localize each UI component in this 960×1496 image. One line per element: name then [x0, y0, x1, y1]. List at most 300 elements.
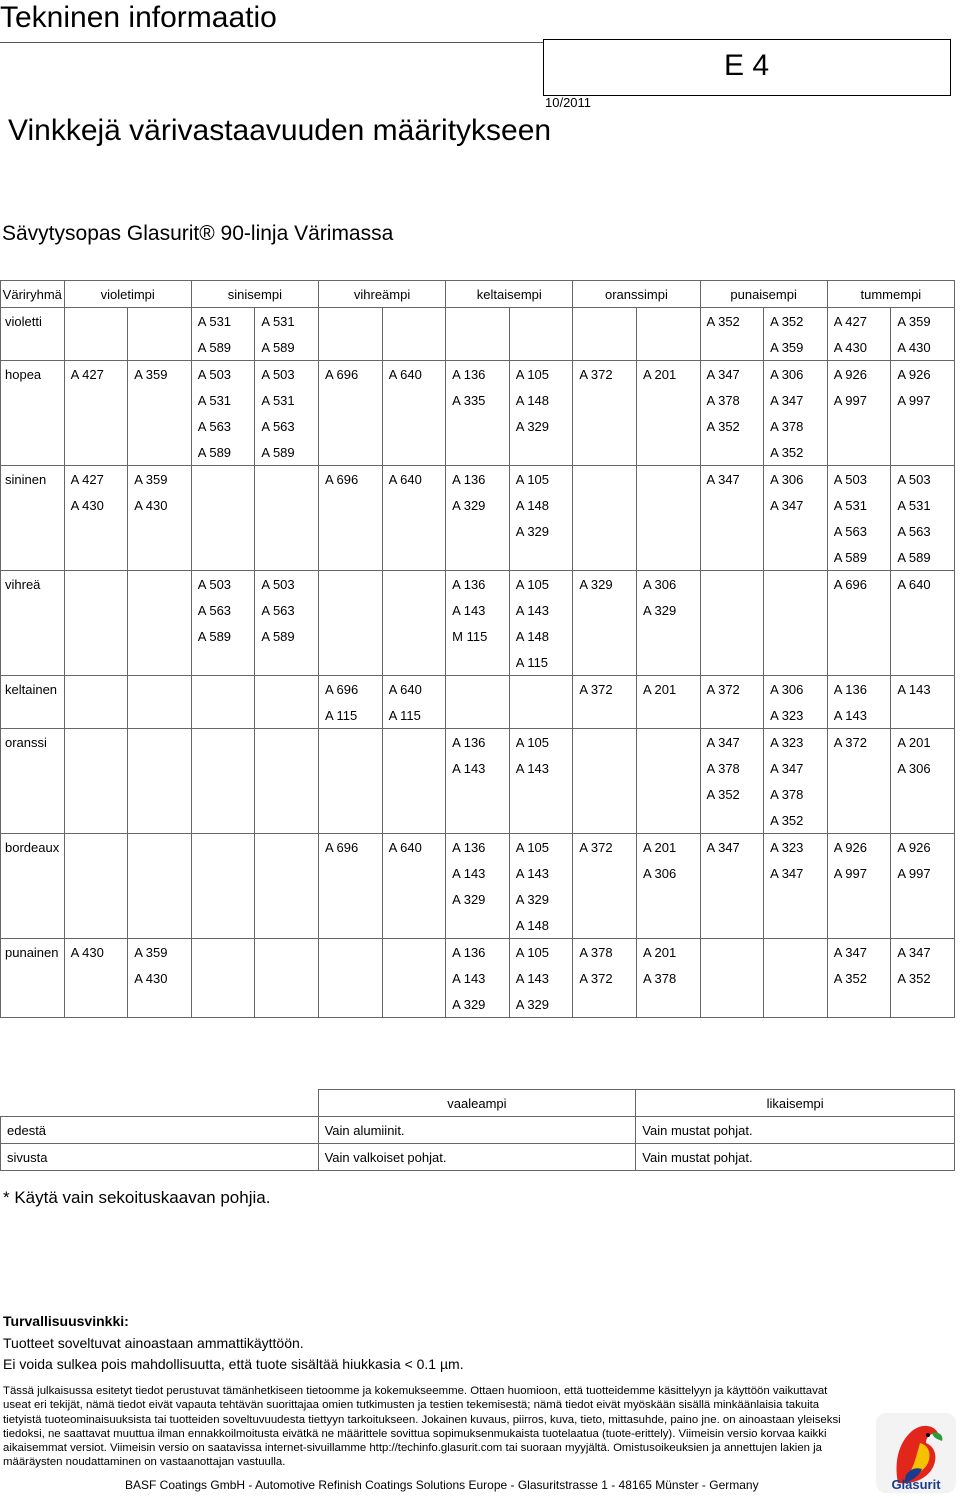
table-cell: [128, 649, 192, 676]
table-cell: A 696: [318, 834, 382, 861]
table-cell: [64, 334, 128, 361]
table-cell: [573, 886, 637, 912]
table-cell: [573, 413, 637, 439]
color-group-label: [1, 544, 65, 571]
table-cell: A 378: [764, 781, 828, 807]
table-row: [1, 597, 955, 623]
table-cell: [446, 544, 510, 571]
table-cell: A 143: [509, 597, 573, 623]
table-cell: [764, 886, 828, 912]
table-row: [1, 1144, 955, 1171]
table-cell: [191, 729, 255, 756]
color-group-label: [1, 597, 65, 623]
table-cell: [64, 544, 128, 571]
table-cell: A 347: [764, 492, 828, 518]
table-cell: A 359: [764, 334, 828, 361]
table-cell: A 347: [764, 860, 828, 886]
table-cell: [636, 729, 700, 756]
table-cell: [382, 939, 446, 966]
table-cell: A 329: [573, 571, 637, 598]
table-cell: A 430: [128, 492, 192, 518]
table-cell: A 323: [764, 702, 828, 729]
table-cell: [446, 912, 510, 939]
table-cell: [509, 308, 573, 335]
table-cell: [509, 439, 573, 466]
table-cell: A 926: [827, 361, 891, 388]
table-cell: [700, 939, 764, 966]
color-group-label: [1, 991, 65, 1018]
title-divider: [0, 42, 543, 43]
table-cell: A 136: [446, 729, 510, 756]
table-cell: [191, 466, 255, 493]
table-cell: [64, 886, 128, 912]
table-cell: A 372: [573, 676, 637, 703]
table-cell: [573, 729, 637, 756]
table-row: [1, 518, 955, 544]
table-cell: A 352: [827, 965, 891, 991]
table-cell: [191, 886, 255, 912]
table-cell: [891, 807, 955, 834]
color-group-label: hopea: [1, 361, 65, 388]
table-cell: A 503: [827, 466, 891, 493]
table-cell: A 201: [636, 361, 700, 388]
table-cell: [891, 991, 955, 1018]
table-cell: A 352: [891, 965, 955, 991]
table-cell: A 347: [764, 387, 828, 413]
color-group-label: [1, 649, 65, 676]
table-cell: [64, 965, 128, 991]
table-cell: [700, 860, 764, 886]
color-group-label: [1, 387, 65, 413]
table-cell: A 531: [191, 387, 255, 413]
table-cell: [128, 676, 192, 703]
table-cell: A 347: [891, 939, 955, 966]
table-row: [1, 912, 955, 939]
table-cell: A 306: [891, 755, 955, 781]
table-cell: [446, 334, 510, 361]
logo-wordmark: Glasurit: [891, 1477, 941, 1492]
table-cell: A 378: [573, 939, 637, 966]
table-row: [1, 492, 955, 518]
section-title: Sävytysopas Glasurit® 90-linja Värimassa: [2, 222, 394, 245]
table-cell: [382, 886, 446, 912]
table-cell: [64, 649, 128, 676]
table-cell: A 105: [509, 834, 573, 861]
table-cell: A 503: [191, 571, 255, 598]
table-cell: [64, 834, 128, 861]
table-cell: A 531: [255, 387, 319, 413]
table-cell: [128, 623, 192, 649]
table-cell: [764, 518, 828, 544]
table-cell: [318, 729, 382, 756]
table-cell: [64, 860, 128, 886]
table-row: [1, 439, 955, 466]
table-cell: [64, 571, 128, 598]
header-color-group: Väriryhmä: [1, 281, 65, 308]
table-cell: A 640: [382, 466, 446, 493]
table-cell: [255, 781, 319, 807]
table-cell: [128, 571, 192, 598]
document-code: E 4: [724, 49, 770, 82]
table-cell: A 503: [255, 361, 319, 388]
table-row: [1, 649, 955, 676]
table-cell: A 563: [191, 413, 255, 439]
table-cell: [128, 544, 192, 571]
table-cell: [636, 439, 700, 466]
table-cell: A 136: [446, 939, 510, 966]
table-cell: A 105: [509, 729, 573, 756]
disclaimer-text: Tässä julkaisussa esitetyt tiedot perustuvat tämänhetkiseen tietoomme ja kokemukseemme. Ottaen huomioon, että tuotteidemme käsittelyyn ja käyttöön vaikuttavat useat eri tekijät, nämä tiedot eivät vapauta tehtävän suorittajaa omien tutkimusten ja testien tekemisestä; nämä tiedot eivät myöskään sisällä minkäänlaisia takuita tietyistä tuoteominaisuuksista tai tuotteiden soveltuvuudesta tiettyyn tarkoitukseen. Jokainen kuvaus, piirros, kuva, tieto, mittasuhde, paino jne. on ainoastaan yleiseksi tiedoksi, ne saattavat muuttua ilman ennakkoilmoitusta eivätkä ne määrittele sovittua sopimuksenmukaista tuotelaatua (tuote-erittely). Viimeisin versio korvaa kaikki aikaisemmat versiot. Viimeisin versio on saatavissa internet-sivuillamme http://techinfo.glasurit.com tai suoraan myyjältä. Omistusoikeuksien ja annettujen lakien ja määräysten noudattaminen on vastaanottajan vastuulla.: [3, 1385, 841, 1469]
table-cell: [191, 518, 255, 544]
table-cell: A 201: [636, 676, 700, 703]
table-cell: A 347: [700, 361, 764, 388]
table-cell: A 589: [255, 439, 319, 466]
table-cell: A 696: [318, 676, 382, 703]
table-cell: [191, 702, 255, 729]
table-cell: [700, 623, 764, 649]
table-cell: A 323: [764, 834, 828, 861]
table-cell: A 696: [318, 361, 382, 388]
table-cell: [573, 755, 637, 781]
table-cell: A 997: [827, 860, 891, 886]
table-cell: [255, 755, 319, 781]
table-cell: [128, 518, 192, 544]
table-row: [1, 702, 955, 729]
table-cell: [636, 623, 700, 649]
table-cell: [255, 807, 319, 834]
table-cell: A 329: [446, 991, 510, 1018]
table-cell: [318, 649, 382, 676]
table-cell: [764, 623, 828, 649]
table-cell: A 589: [255, 623, 319, 649]
table-cell: [891, 439, 955, 466]
table-cell: [318, 939, 382, 966]
header-dirtier: likaisempi: [636, 1090, 955, 1117]
table-cell: A 372: [700, 676, 764, 703]
table-row: [1, 939, 955, 966]
table-cell: [382, 597, 446, 623]
table-cell: [446, 781, 510, 807]
table-cell: [64, 755, 128, 781]
table-cell: A 640: [891, 571, 955, 598]
table-cell: A 329: [509, 991, 573, 1018]
table-cell: [382, 334, 446, 361]
table-cell: [318, 387, 382, 413]
table-row: [1, 860, 955, 886]
table-cell: [382, 518, 446, 544]
table-cell: [573, 466, 637, 493]
table-cell: [64, 676, 128, 703]
table-cell: A 926: [827, 834, 891, 861]
header-orange: oranssimpi: [573, 281, 700, 308]
table-cell: [382, 308, 446, 335]
table-cell: A 427: [64, 361, 128, 388]
table-cell: A 430: [827, 334, 891, 361]
table-cell: [191, 807, 255, 834]
table-cell: [255, 991, 319, 1018]
header-lighter: vaaleampi: [318, 1090, 636, 1117]
parrot-logo: [876, 1413, 956, 1493]
table-cell: [636, 387, 700, 413]
table-row: [1, 466, 955, 493]
table-cell: A 329: [636, 597, 700, 623]
table-cell: [509, 781, 573, 807]
table-cell: A 115: [318, 702, 382, 729]
table-cell: A 563: [891, 518, 955, 544]
table-body: [1, 308, 955, 1018]
table-cell: A 430: [64, 492, 128, 518]
table-cell: A 430: [64, 939, 128, 966]
table-cell: [64, 597, 128, 623]
table-cell: A 347: [700, 834, 764, 861]
table-cell: A 335: [446, 387, 510, 413]
table-cell: A 372: [573, 965, 637, 991]
table-cell: A 589: [891, 544, 955, 571]
table-row: [1, 886, 955, 912]
table-cell: [636, 492, 700, 518]
table-cell: A 926: [891, 361, 955, 388]
table-cell: [636, 912, 700, 939]
table-cell: A 589: [191, 439, 255, 466]
table-cell: A 589: [827, 544, 891, 571]
table-cell: A 347: [700, 466, 764, 493]
table-cell: A 143: [891, 676, 955, 703]
table-cell: [64, 518, 128, 544]
table-cell: [827, 439, 891, 466]
table-cell: [318, 518, 382, 544]
table-cell: A 359: [128, 361, 192, 388]
table-cell: [700, 597, 764, 623]
table-cell: A 143: [509, 965, 573, 991]
table-cell: [318, 807, 382, 834]
table-cell: [827, 597, 891, 623]
table-cell: [318, 860, 382, 886]
table-cell: [382, 781, 446, 807]
table-cell: [700, 965, 764, 991]
color-group-label: [1, 755, 65, 781]
table-cell: A 329: [446, 886, 510, 912]
table-cell: [255, 676, 319, 703]
table-cell: [255, 544, 319, 571]
table-cell: A 563: [191, 597, 255, 623]
table-cell: A 136: [446, 361, 510, 388]
table-cell: [700, 334, 764, 361]
color-group-label: bordeaux: [1, 834, 65, 861]
table-cell: [128, 755, 192, 781]
color-group-label: [1, 781, 65, 807]
color-group-label: [1, 965, 65, 991]
table-cell: A 427: [827, 308, 891, 335]
table-cell: A 352: [764, 439, 828, 466]
table-cell: A 136: [446, 834, 510, 861]
table-cell: A 136: [446, 571, 510, 598]
table-cell: [700, 518, 764, 544]
table-cell: A 696: [318, 466, 382, 493]
table-row: [1, 755, 955, 781]
table-cell: [318, 781, 382, 807]
color-group-label: [1, 623, 65, 649]
table-cell: [382, 439, 446, 466]
table-cell: [191, 544, 255, 571]
table-cell: [827, 755, 891, 781]
table-cell: A 148: [509, 912, 573, 939]
table-cell: [573, 439, 637, 466]
footnote: * Käytä vain sekoituskaavan pohjia.: [3, 1188, 271, 1207]
table-cell: [128, 991, 192, 1018]
table-cell: A 105: [509, 939, 573, 966]
table-cell: [255, 886, 319, 912]
tinting-guide-table: [0, 280, 955, 1018]
viewing-angle-table: [0, 1089, 955, 1171]
table-cell: A 329: [509, 518, 573, 544]
table-cell: [636, 308, 700, 335]
table-row: [1, 991, 955, 1018]
color-group-label: keltainen: [1, 676, 65, 703]
table-row: [1, 544, 955, 571]
table-cell: [636, 807, 700, 834]
table-cell: A 115: [509, 649, 573, 676]
table-row: [1, 623, 955, 649]
table-cell: A 352: [700, 308, 764, 335]
table-cell: [827, 649, 891, 676]
table-cell: [636, 544, 700, 571]
table-cell: [446, 676, 510, 703]
table-cell: [255, 912, 319, 939]
color-group-label: oranssi: [1, 729, 65, 756]
table-cell: A 115: [382, 702, 446, 729]
table-cell: [573, 781, 637, 807]
table-cell: A 589: [255, 334, 319, 361]
table-cell: [700, 991, 764, 1018]
table-cell: [573, 334, 637, 361]
table-cell: [509, 544, 573, 571]
table-cell: A 201: [636, 939, 700, 966]
table-cell: [191, 676, 255, 703]
color-group-label: [1, 886, 65, 912]
table-cell: [64, 729, 128, 756]
header-darker: tummempi: [827, 281, 954, 308]
table-row: [1, 807, 955, 834]
table-cell: A 640: [382, 676, 446, 703]
table-cell: [255, 518, 319, 544]
table-cell: [636, 518, 700, 544]
table-row: [1, 387, 955, 413]
table-cell: [636, 649, 700, 676]
table-cell: [255, 649, 319, 676]
table-cell: [446, 702, 510, 729]
table-cell: [636, 334, 700, 361]
table-cell: A 306: [764, 361, 828, 388]
table-cell: [827, 807, 891, 834]
table-cell: [64, 623, 128, 649]
table-cell: [128, 439, 192, 466]
table-cell: A 427: [64, 466, 128, 493]
table-cell: [573, 544, 637, 571]
table-cell: A 352: [764, 308, 828, 335]
table-row: [1, 834, 955, 861]
table-cell: A 306: [764, 676, 828, 703]
table-cell: [764, 571, 828, 598]
color-group-label: [1, 912, 65, 939]
table-cell: A 531: [191, 308, 255, 335]
cell-front-dirtier: Vain mustat pohjat.: [636, 1117, 955, 1144]
cell-side-dirtier: Vain mustat pohjat.: [636, 1144, 955, 1171]
table-cell: [128, 834, 192, 861]
table-cell: [573, 807, 637, 834]
table-cell: [446, 413, 510, 439]
table-cell: [191, 912, 255, 939]
table-cell: [636, 702, 700, 729]
table-cell: [128, 729, 192, 756]
safety-tip-line: Ei voida sulkea pois mahdollisuutta, että tuote sisältää hiukkasia < 0.1 µm.: [3, 1356, 464, 1372]
table-cell: [191, 649, 255, 676]
table-cell: [764, 912, 828, 939]
table-cell: A 997: [891, 860, 955, 886]
table-cell: [128, 886, 192, 912]
row-label-side: sivusta: [1, 1144, 319, 1171]
table-cell: [446, 518, 510, 544]
table-cell: [382, 807, 446, 834]
table-row: [1, 676, 955, 703]
table-cell: A 696: [827, 571, 891, 598]
table-cell: [446, 308, 510, 335]
table-cell: [191, 492, 255, 518]
table-row: [1, 413, 955, 439]
header-blue: sinisempi: [191, 281, 318, 308]
table-cell: A 105: [509, 361, 573, 388]
table-cell: [382, 860, 446, 886]
table-cell: [382, 755, 446, 781]
table-cell: [382, 729, 446, 756]
table-cell: [255, 729, 319, 756]
table-cell: A 589: [191, 623, 255, 649]
table-cell: [128, 308, 192, 335]
table-cell: A 531: [891, 492, 955, 518]
table-cell: [700, 544, 764, 571]
table-cell: A 329: [509, 886, 573, 912]
table-cell: A 143: [446, 597, 510, 623]
table-cell: [64, 807, 128, 834]
table-cell: [64, 387, 128, 413]
table-cell: A 589: [191, 334, 255, 361]
table-cell: A 926: [891, 834, 955, 861]
table-cell: A 105: [509, 466, 573, 493]
table-cell: [318, 991, 382, 1018]
table-cell: [891, 649, 955, 676]
table-cell: [700, 571, 764, 598]
table-cell: [318, 308, 382, 335]
table-cell: A 430: [891, 334, 955, 361]
table-row: [1, 965, 955, 991]
table-cell: [64, 991, 128, 1018]
table-cell: [700, 702, 764, 729]
header-green: vihreämpi: [318, 281, 445, 308]
table-cell: [446, 807, 510, 834]
table-cell: A 201: [891, 729, 955, 756]
table-cell: [382, 991, 446, 1018]
table-cell: [255, 492, 319, 518]
table-cell: A 136: [446, 466, 510, 493]
table-cell: A 563: [255, 413, 319, 439]
table-row: [1, 308, 955, 335]
table-cell: [700, 439, 764, 466]
table-cell: A 306: [636, 571, 700, 598]
table-cell: A 372: [573, 361, 637, 388]
table-cell: A 372: [573, 834, 637, 861]
table-cell: [700, 492, 764, 518]
table-cell: A 359: [128, 466, 192, 493]
color-group-label: [1, 413, 65, 439]
